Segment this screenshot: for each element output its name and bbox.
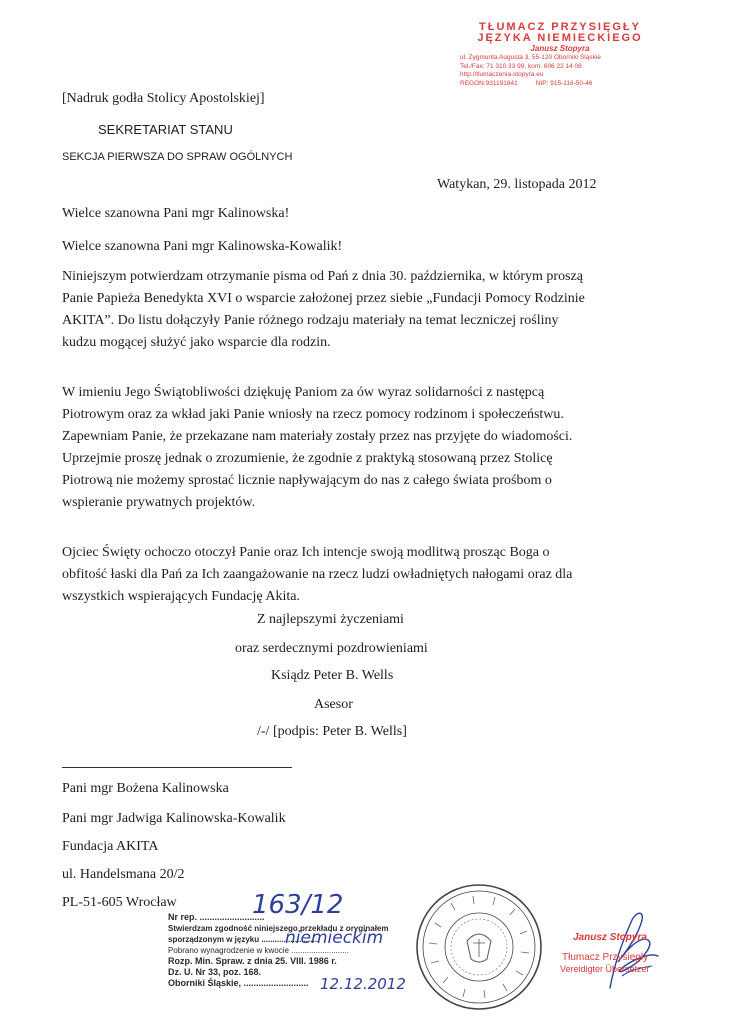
recipient-line: ul. Handelsmana 20/2 [62,867,185,882]
stamp-name: Janusz Stopyra [530,44,590,53]
signature-title-2: Vereidigter Übersetzer [560,964,650,974]
paragraph-line: Niniejszym potwierdzam otrzymanie pisma od Pań z dnia 30. października, w którym proszą [62,269,583,284]
cert-date-handwritten: 12.12.2012 [320,975,406,993]
closing-line-2: oraz serdecznymi pozdrowieniami [235,641,428,656]
recipient-line: PL-51-605 Wrocław [62,895,177,910]
recipient-line: Pani mgr Bożena Kalinowska [62,781,229,796]
signature-name: Janusz Stopyra [573,932,647,943]
divider [62,767,292,768]
recipient-line: Pani mgr Jadwiga Kalinowska-Kowalik [62,811,286,826]
cert-line-1: Stwierdzam zgodność niniejszego przekładu z oryginałem [168,924,389,933]
stamp-title-2: JĘZYKA NIEMIECKIEGO [477,32,643,44]
round-seal-icon [415,883,543,1011]
paragraph-line: W imieniu Jego Świątobliwości dziękuję Paniom za ów wyraz solidarności z następcą [62,385,545,400]
signature-note: /-/ [podpis: Peter B. Wells] [257,724,407,739]
cert-language-handwritten: niemieckim [285,928,384,948]
paragraph-line: Panie Papieża Benedykta XVI o wsparcie założonej przez siebie „Fundacji Pomocy Rodzinie [62,291,585,306]
paragraph-line: kudzu mogącej służyć jako wsparcie dla rodzin. [62,335,331,350]
seal-note: [Nadruk godła Stolicy Apostolskiej] [62,91,265,106]
recipient-line: Fundacja AKITA [62,839,159,854]
cert-nr-label: Nr rep. .......................... [168,912,265,922]
cert-line-5: Dz. U. Nr 33, poz. 168. [168,967,262,977]
salutation-1: Wielce szanowna Pani mgr Kalinowska! [62,206,290,221]
paragraph-line: Zapewniam Panie, że przekazane nam materiały zostały przez nas przyjęte do wiadomości. [62,429,573,444]
stamp-ids [460,80,660,89]
stamp-address: ul. Zygmunta Augusta 3, 55-120 Oborniki Śląskie [460,54,601,61]
cert-line-3: Pobrano wynagrodzenie w kwocie .......................... [168,946,349,955]
closing-line-1: Z najlepszymi życzeniami [257,612,404,627]
signature-title-1: Tłumacz Przysięgły [562,952,649,963]
paragraph-line: wszystkich wspierających Fundację Akita. [62,589,300,604]
paragraph-2 [62,382,572,514]
stamp-title-1: TŁUMACZ PRZYSIĘGŁY [479,21,641,33]
paragraph-line: Ojciec Święty ochoczo otoczył Panie oraz Ich intencje swoją modlitwą prosząc Boga o [62,545,550,560]
signer-title: Asesor [314,697,353,712]
cert-line-6: Oborniki Śląskie, .......................... [168,978,309,988]
paragraph-line: AKITA”. Do listu dołączyły Panie różnego rodzaju materiały na temat leczniczej rośliny [62,313,559,328]
cert-line-4: Rozp. Min. Spraw. z dnia 25. VIII. 1986 r. [168,956,337,966]
stamp-phone: Tel./Fax: 71 310 33 99, kom. 606 22 14 08 [460,62,582,70]
paragraph-line: Uprzejmie proszę jednak o zrozumienie, że zgodnie z praktyką stosowaną przez Stolicę [62,451,553,466]
signer-name: Ksiądz Peter B. Wells [271,668,394,683]
cert-nr-handwritten: 163/12 [252,890,344,920]
paragraph-line: Piotrowym oraz za wkład jaki Panie wniosły na rzecz pomocy rodzinom i społeczeństwu. [62,407,564,422]
paragraph-3 [62,542,572,608]
paragraph-line: wspieranie prywatnych projektów. [62,495,256,510]
paragraph-line: obfitość łaski dla Pań za Ich zaangażowanie na rzecz ludzi owładniętych nałogami oraz dla [62,567,573,582]
translator-stamp [460,22,660,88]
paragraph-1 [62,266,585,354]
paragraph-line: Piotrową nie możemy sprostać licznie napływającym do nas z całego świata prośbom o [62,473,552,488]
stamp-web: http://tlumaczenia-stopyra.eu [460,71,544,78]
secretariat-heading: SEKRETARIAT STANU [98,122,233,137]
salutation-2: Wielce szanowna Pani mgr Kalinowska-Kowalik! [62,239,343,254]
cert-line-2: sporządzonym w języku .......................... [168,935,320,944]
stamp-regon: REGON:931191841 [460,79,518,87]
handwritten-signature-icon [592,906,662,992]
letter-date: Watykan, 29. listopada 2012 [437,177,597,192]
section-heading: SEKCJA PIERWSZA DO SPRAW OGÓLNYCH [62,151,293,163]
stamp-nip: NIP: 915-116-50-46 [535,79,593,87]
